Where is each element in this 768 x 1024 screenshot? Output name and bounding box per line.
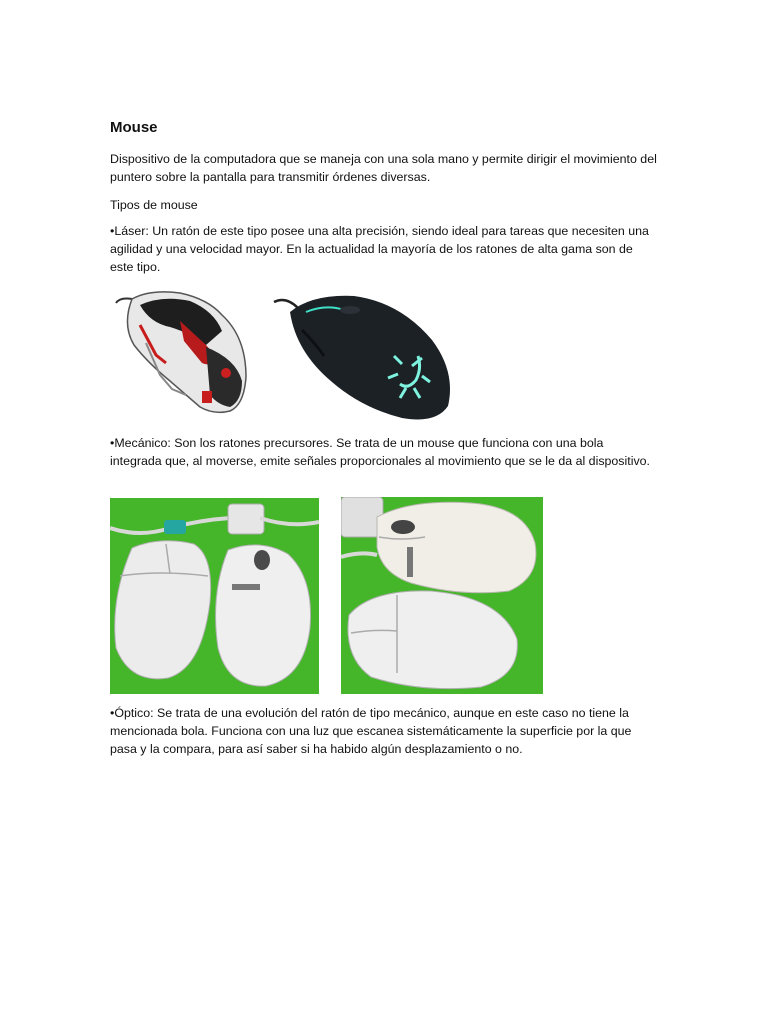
mechanical-mouse-image-1 <box>110 498 319 694</box>
laser-mouse-image-2 <box>272 290 458 423</box>
mechanical-mouse-image-2 <box>341 497 543 694</box>
section-heading-tipos: Tipos de mouse <box>110 198 198 212</box>
laser-paragraph: •Láser: Un ratón de este tipo posee una alta precisión, siendo ideal para tareas que necesiten una agilidad y una velocidad mayor. En la actualidad la mayoría de los ratones de alta gama son de este tipo. <box>110 224 649 274</box>
laser-mouse-image-1 <box>110 285 256 423</box>
document-title: Mouse <box>110 119 158 136</box>
intro-paragraph: Dispositivo de la computadora que se maneja con una sola mano y permite dirigir el movimiento del puntero sobre la pantalla para transmitir órdenes diversas. <box>110 152 657 184</box>
mecanico-paragraph: •Mecánico: Son los ratones precursores. Se trata de un mouse que funciona con una bola integrada que, al moverse, emite señales proporcionales al movimiento que se le da al dispositivo. <box>110 436 650 468</box>
optico-paragraph: •Óptico: Se trata de una evolución del ratón de tipo mecánico, aunque en este caso no tiene la mencionada bola. Funciona con una luz que escanea sistemáticamente la superficie por la que pasa y la compara, para así saber si ha habido algún desplazamiento o no. <box>110 706 632 756</box>
